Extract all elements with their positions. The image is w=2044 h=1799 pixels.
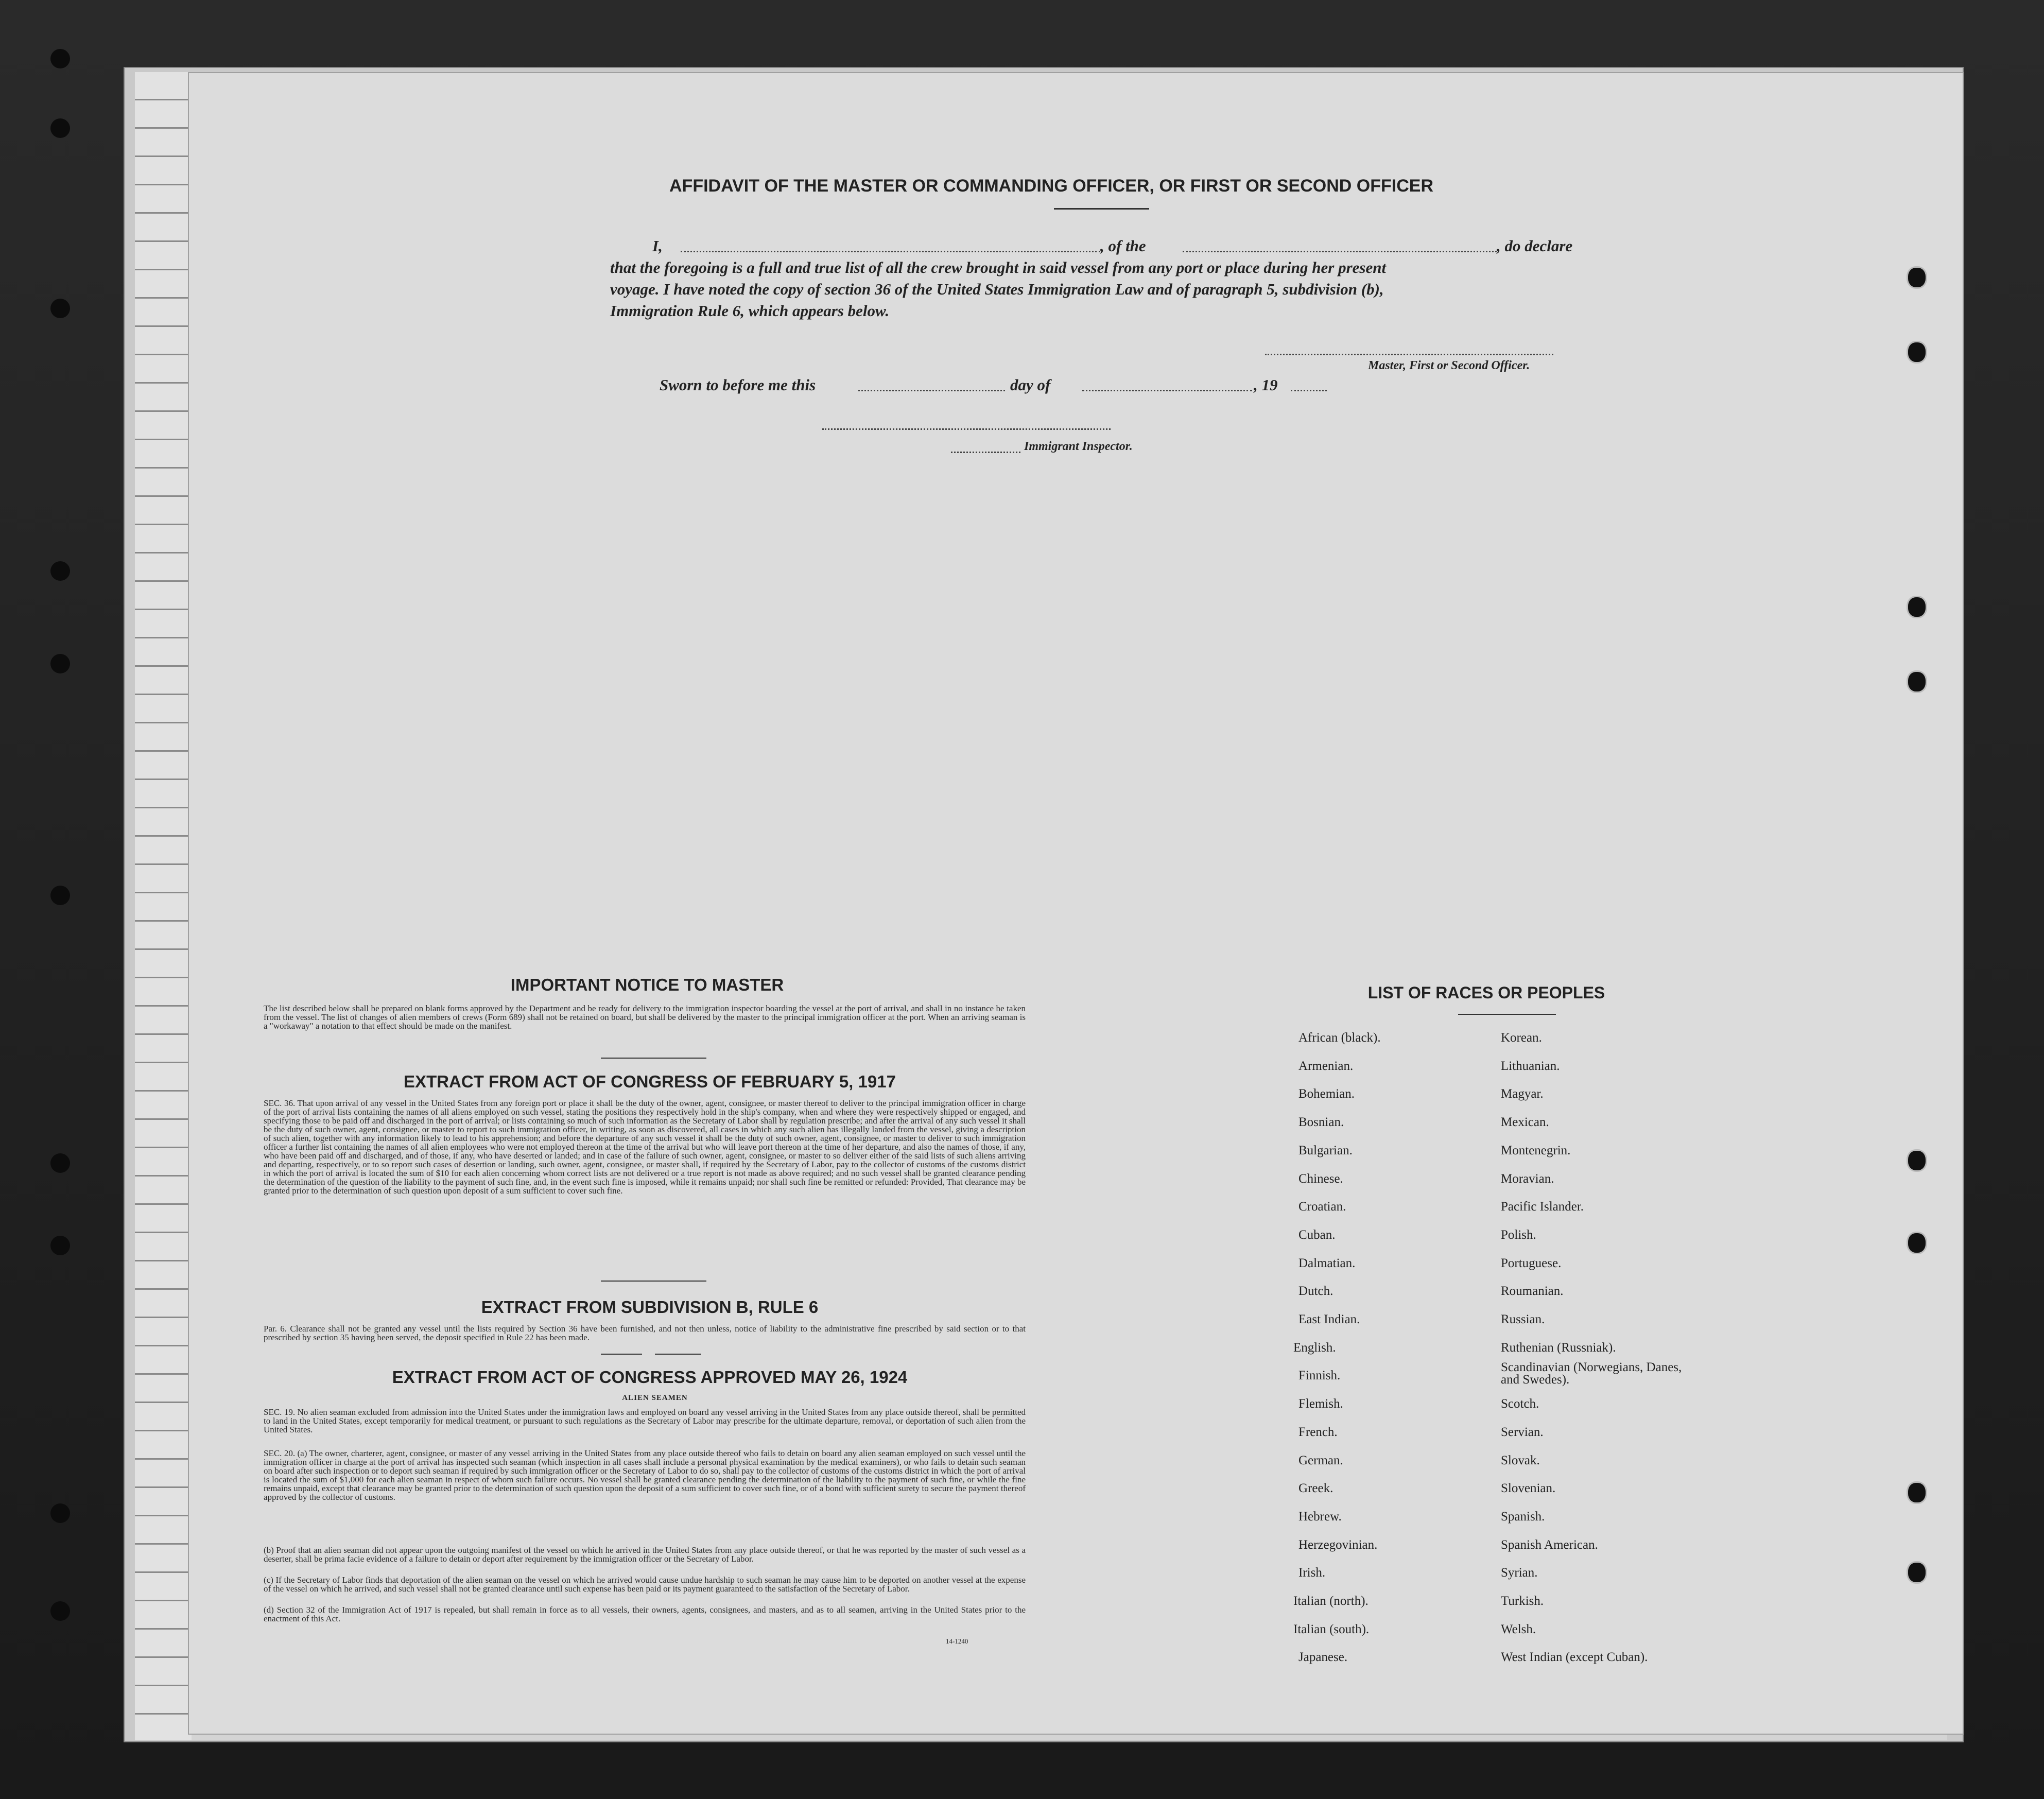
section-rule xyxy=(601,1281,706,1282)
race-item: Hebrew. xyxy=(1298,1509,1342,1524)
sec20d-text: (d) Section 32 of the Immigration Act of 1917 is repealed, but shall remain in force as to all vessels, their owners, agents, consignees, and masters, and as to all seamen, arriving in the United States prior to the enactment of this Act. xyxy=(264,1605,1026,1623)
signature-label: Master, First or Second Officer. xyxy=(1368,359,1530,372)
binder-hole xyxy=(1907,1561,1927,1584)
binder-hole xyxy=(50,886,70,905)
vessel-blank[interactable] xyxy=(1183,251,1497,252)
race-item: Scandinavian (Norwegians, Danes, and Swedes). xyxy=(1501,1360,1682,1387)
race-item: German. xyxy=(1298,1453,1343,1467)
race-item: Korean. xyxy=(1501,1031,1542,1045)
binder-hole xyxy=(1907,1481,1927,1504)
binder-hole xyxy=(50,299,70,318)
race-item: Irish. xyxy=(1298,1566,1326,1580)
extract-rule6-title: EXTRACT FROM SUBDIVISION B, RULE 6 xyxy=(481,1298,819,1317)
extract-rule6-body: Par. 6. Clearance shall not be granted any vessel until the lists required by Section 36 have been furnished, and not then unless, notice of liability to the administrative fine prescribed by said section or to that prescribed by section 35 having been served, the deposit specified in Rule 22 has been made. xyxy=(264,1324,1026,1342)
alien-seamen-subtitle: ALIEN SEAMEN xyxy=(622,1394,688,1402)
race-item: Turkish. xyxy=(1501,1594,1544,1608)
signature-blank[interactable] xyxy=(1265,354,1553,355)
race-item: Pacific Islander. xyxy=(1501,1200,1584,1214)
race-item: Cuban. xyxy=(1298,1227,1336,1242)
binder-hole xyxy=(50,1503,70,1523)
race-item: Ruthenian (Russniak). xyxy=(1501,1340,1616,1355)
race-item: Bosnian. xyxy=(1298,1115,1344,1130)
binder-hole xyxy=(50,1153,70,1173)
race-item: West Indian (except Cuban). xyxy=(1501,1650,1648,1665)
race-item: Lithuanian. xyxy=(1501,1059,1560,1073)
section-rule xyxy=(601,1354,642,1355)
sec20b-text: (b) Proof that an alien seaman did not appear upon the outgoing manifest of the vessel on which he arrived in the United States from any place outside thereof, or that he was reported by the master of such vessel as a deserter, shall be prima facie evidence of a failure to detain or deport after requirement by the immigration officer or the Secretary of Labor. xyxy=(264,1545,1026,1564)
race-item: Slovenian. xyxy=(1501,1481,1556,1496)
sworn-year-label: , 19 xyxy=(1254,376,1278,394)
race-item: Magyar. xyxy=(1501,1087,1544,1101)
form-number: 14-1240 xyxy=(946,1637,968,1645)
affidavit-line1-start: I, xyxy=(652,237,663,255)
sworn-year-blank[interactable] xyxy=(1291,390,1327,391)
race-item: Armenian. xyxy=(1298,1059,1354,1073)
sec20c-text: (c) If the Secretary of Labor finds that deportation of the alien seaman on the vessel on which he arrived would cause undue hardship to such seaman he may cause him to be deported on another vessel at the expense of the vessel on which he arrived, and such vessel shall not be granted clearance until such expense has been paid or its payment guaranteed to the satisfaction of the Secretary of Labor. xyxy=(264,1575,1026,1594)
race-item: Italian (north). xyxy=(1293,1594,1369,1608)
race-item: East Indian. xyxy=(1298,1312,1360,1326)
affidavit-line2: that the foregoing is a full and true list of all the crew brought in said vessel from any port or place during her present xyxy=(610,258,1387,276)
races-title-rule xyxy=(1458,1014,1556,1015)
affidavit-line3: voyage. I have noted the copy of section 36 of the United States Immigration Law and of paragraph 5, subdivision (b), xyxy=(610,280,1384,298)
race-item: Flemish. xyxy=(1298,1397,1343,1411)
binder-hole xyxy=(1907,341,1927,364)
inspector-signature-blank[interactable] xyxy=(822,428,1111,430)
race-item: Herzegovinian. xyxy=(1298,1537,1378,1552)
inspector-prefix-blank xyxy=(951,452,1020,453)
race-item: Greek. xyxy=(1298,1481,1333,1496)
sworn-day-blank[interactable] xyxy=(858,390,1005,391)
binder-hole xyxy=(1907,596,1927,618)
race-item: Moravian. xyxy=(1501,1171,1554,1186)
binder-hole xyxy=(50,49,70,68)
race-item: Bulgarian. xyxy=(1298,1143,1353,1157)
race-item: Finnish. xyxy=(1298,1369,1341,1383)
race-item: Mexican. xyxy=(1501,1115,1549,1130)
race-item: Dutch. xyxy=(1298,1284,1333,1299)
race-item: French. xyxy=(1298,1425,1338,1439)
sec20a-text: SEC. 20. (a) The owner, charterer, agent, consignee, or master of any vessel arriving in the United States from any place outside thereof who fails to detain on board any alien seaman employed on such vessel until the immigration officer in charge at the port of arrival has inspected such seaman (which inspection in all cases shall include a personal physical examination by the medical examiners), or who fails to detain such seaman on board after such inspection or to deport such seaman if required by such immigration officer or the Secretary of Labor to do so, shall pay to the collector of customs of the customs district in which the port of arrival is located the sum of $1,000 for each alien seaman in respect of whom such failure occurs. No vessel shall be granted clearance pending the determination of the liability to the payment of such fine, or while the fine remains unpaid, except that clearance may be granted prior to the determination of such question upon the deposit of a sum sufficient to cover such fine, or of a bond with sufficient surety to secure the payment thereof approved by the collector of customs. xyxy=(264,1448,1026,1502)
binder-hole xyxy=(50,1236,70,1255)
extract-1917-body: SEC. 36. That upon arrival of any vessel in the United States from any foreign port or place it shall be the duty of the owner, agent, consignee, or master thereof to deliver to the principal immigration officer in charge of the port of arrival lists containing the names of all aliens employed on such vessel, stating the positions they respectively hold in the ship's company, when and where they were respectively shipped or engaged, and specifying those to be paid off and discharged in the port of arrival; or lists containing so much of such information as the Secretary of Labor shall by regulation prescribe; and after the arrival of any such vessel it shall be the duty of such owner, agent, consignee, or master to report to such immigration officer, in writing, as soon as discovered, all cases in which any such alien has illegally landed from the vessel, giving a description of such alien, together with any information likely to lead to his apprehension; and before the departure of any such vessel it shall be the duty of such owner, agent, consignee, or master to deliver to such immigration officer a further list containing the names of all alien employees who were not employed thereon at the time of the arrival but who will leave port thereon at the time of her departure, and also the names of those, if any, who have been paid off and discharged, and of those, if any, who have deserted or landed; and in case of the failure of such owner, agent, consignee, or master to so deliver either of the said lists of such aliens arriving and departing, respectively, or to so report such cases of desertion or landing, such owner, agent, consignee, or master shall, if required by the Secretary of Labor, pay to the collector of customs of the customs district in which the port of arrival is located the sum of $10 for each alien concerning whom correct lists are not delivered or a true report is not made as above required; and no such vessel shall be granted clearance pending the determination of the question of the liability to the payment of such fine, and, in the event such fine is imposed, while it remains unpaid; nor shall such fine be remitted or refunded: Provided, That clearance may be granted prior to the determination of such question upon deposit of a sum sufficient to cover such fine. xyxy=(264,1098,1026,1196)
affidavit-line4: Immigration Rule 6, which appears below. xyxy=(610,302,890,320)
binder-hole xyxy=(50,118,70,138)
title-rule xyxy=(1054,208,1149,210)
binder-hole xyxy=(1907,1232,1927,1254)
extract-1924-title: EXTRACT FROM ACT OF CONGRESS APPROVED MAY 26, 1924 xyxy=(392,1368,908,1387)
affidavit-line1-mid: , of the xyxy=(1100,237,1146,255)
race-item: Japanese. xyxy=(1298,1650,1348,1665)
binder-hole xyxy=(50,654,70,673)
inspector-label: Immigrant Inspector. xyxy=(1024,440,1133,453)
section-rule xyxy=(655,1354,701,1355)
race-item: Syrian. xyxy=(1501,1566,1538,1580)
sworn-day-label: day of xyxy=(1010,376,1051,394)
name-blank[interactable] xyxy=(681,251,1100,252)
race-item: Dalmatian. xyxy=(1298,1256,1356,1270)
race-item: Italian (south). xyxy=(1293,1622,1370,1636)
race-item: Spanish. xyxy=(1501,1509,1545,1524)
race-item: Spanish American. xyxy=(1501,1537,1598,1552)
race-item: English. xyxy=(1293,1340,1336,1355)
races-title: LIST OF RACES OR PEOPLES xyxy=(1367,983,1605,1002)
race-item: Polish. xyxy=(1501,1227,1536,1242)
binder-hole xyxy=(1907,1149,1927,1172)
binder-hole xyxy=(1907,266,1927,289)
race-item: Servian. xyxy=(1501,1425,1544,1439)
binder-hole xyxy=(50,561,70,581)
race-item: Croatian. xyxy=(1298,1200,1346,1214)
race-item: Russian. xyxy=(1501,1312,1545,1326)
section-rule xyxy=(601,1058,706,1059)
sec19-text: SEC. 19. No alien seaman excluded from admission into the United States under the immigration laws and employed on board any vessel arriving in the United States from any place outside thereof, shall be permitted to land in the United States, except temporarily for medical treatment, or pursuant to such regulations as the Secretary of Labor may prescribe for the ultimate departure, removal, or deportation of such alien from the United States. xyxy=(264,1407,1026,1434)
document-page xyxy=(188,72,1964,1735)
binder-hole xyxy=(50,1601,70,1621)
binder-hole xyxy=(1907,670,1927,693)
extract-1917-title: EXTRACT FROM ACT OF CONGRESS OF FEBRUARY 5, 1917 xyxy=(404,1072,896,1091)
sworn-text: Sworn to before me this xyxy=(660,376,816,394)
race-item: Welsh. xyxy=(1501,1622,1536,1636)
notice-title: IMPORTANT NOTICE TO MASTER xyxy=(510,975,784,994)
race-item: Montenegrin. xyxy=(1501,1143,1571,1157)
ledger-lines xyxy=(135,72,192,1740)
race-item: Scotch. xyxy=(1501,1397,1539,1411)
affidavit-title: AFFIDAVIT OF THE MASTER OR COMMANDING OFFICER, OR FIRST OR SECOND OFFICER xyxy=(669,176,1433,196)
race-item: Slovak. xyxy=(1501,1453,1540,1467)
race-item: Chinese. xyxy=(1298,1171,1343,1186)
affidavit-line1-end: , do declare xyxy=(1497,237,1573,255)
race-item: Bohemian. xyxy=(1298,1087,1355,1101)
race-item: Portuguese. xyxy=(1501,1256,1562,1270)
race-item: Roumanian. xyxy=(1501,1284,1564,1299)
notice-body: The list described below shall be prepared on blank forms approved by the Department and be ready for delivery to the immigration inspector boarding the vessel at the port of arrival, and shall in no instance be taken from the vessel. The list of changes of alien members of crews (Form 689) shall not be retained on board, but shall be delivered by the master to the principal immigration officer at the port. When an arriving seaman is a "workaway" a notation to that effect should be made on the manifest. xyxy=(264,1004,1026,1031)
sworn-month-blank[interactable] xyxy=(1082,390,1252,391)
race-item: African (black). xyxy=(1298,1031,1381,1045)
